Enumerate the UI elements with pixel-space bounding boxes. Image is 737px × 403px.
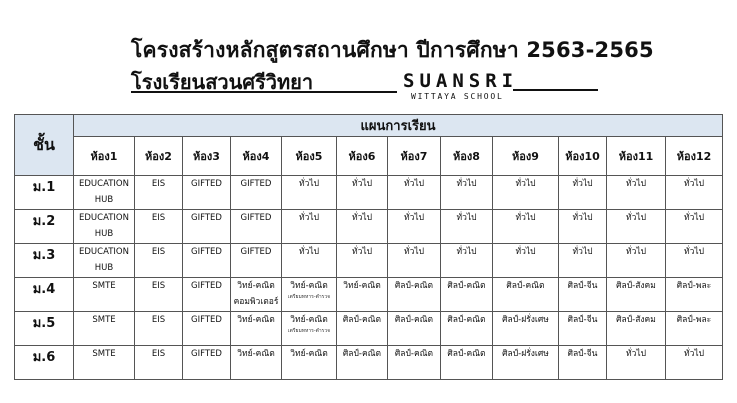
plan-cell-text: วิทย์-คณิต <box>290 281 328 291</box>
plan-cell <box>388 278 441 312</box>
plan-cell <box>183 278 231 312</box>
plan-cell-subtext: เตรียมทหาร-ตำรวจ <box>287 294 331 300</box>
plan-cell-text: GIFTED <box>240 179 272 189</box>
level-header: ชั้น <box>15 115 74 176</box>
plan-cell <box>231 312 282 346</box>
plan-cell <box>231 244 282 278</box>
plan-cell-text: ทั่วไป <box>351 179 373 189</box>
plan-cell-text: ศิลป์-คณิต <box>447 349 486 359</box>
plan-cell-text: ทั่วไป <box>456 179 477 189</box>
plan-cell-text: ทั่วไป <box>683 247 705 257</box>
page-title: โครงสร้างหลักสูตรสถานศึกษา ปีการศึกษา 2563-2565 <box>131 38 654 62</box>
plan-cell-text: วิทย์-คณิต <box>290 349 328 359</box>
plan-cell-text: EDUCATION HUB <box>79 213 129 239</box>
plan-cell-text: ทั่วไป <box>625 247 647 257</box>
plan-cell-text: ทั่วไป <box>456 247 477 257</box>
room-header: ห้อง12 <box>666 137 723 176</box>
grade-row <box>15 278 723 312</box>
room-header: ห้อง9 <box>493 137 559 176</box>
plan-cell-text: วิทย์-คณิต <box>237 315 275 325</box>
plan-cell-text: ศิลป์-จีน <box>567 315 598 325</box>
plan-cell <box>666 244 723 278</box>
plan-cell <box>135 278 183 312</box>
plan-cell-text: ทั่วไป <box>298 179 320 189</box>
plan-cell-text: ทั่วไป <box>515 213 536 223</box>
grade-row <box>15 346 723 380</box>
plan-cell <box>135 244 183 278</box>
plan-cell-text: ศิลป์-พละ <box>676 281 712 291</box>
plan-cell-text: SMTE <box>92 315 116 325</box>
plan-cell <box>74 312 135 346</box>
plan-cell <box>607 346 666 380</box>
plan-cell <box>183 176 231 210</box>
plan-cell-text: ศิลป์-พละ <box>676 315 712 325</box>
school-name: โรงเรียนสวนศรีวิทยา <box>131 70 314 94</box>
plan-cell-text: ทั่วไป <box>456 213 477 223</box>
room-header: ห้อง6 <box>337 137 388 176</box>
room-header: ห้อง11 <box>607 137 666 176</box>
plan-cell-text: GIFTED <box>191 281 222 291</box>
plan-cell <box>559 210 607 244</box>
grade-row <box>15 210 723 244</box>
plan-cell-text: EIS <box>151 349 166 359</box>
plan-cell-text: ศิลป์-จีน <box>567 349 598 359</box>
plan-cell-text: SMTE <box>92 349 116 359</box>
room-header-row <box>15 137 723 176</box>
plan-cell <box>607 312 666 346</box>
plan-cell-text: ศิลป์-คณิต <box>447 315 486 325</box>
plan-cell <box>493 278 559 312</box>
school-brand-logo: SUANSRI <box>403 70 519 92</box>
plan-cell <box>337 346 388 380</box>
plan-cell-text: วิทย์-คณิต <box>290 315 328 325</box>
plan-cell <box>74 244 135 278</box>
grade-row <box>15 244 723 278</box>
plan-cell-text: ศิลป์-คณิต <box>342 315 382 325</box>
plan-cell <box>231 278 282 312</box>
plan-cell <box>337 176 388 210</box>
plan-cell-text: ศิลป์-คณิต <box>394 349 434 359</box>
plan-cell-text: ศิลป์-คณิต <box>447 281 486 291</box>
plan-cell <box>493 312 559 346</box>
grade-label: ม.1 <box>15 176 74 210</box>
plan-cell <box>493 244 559 278</box>
plan-cell-text: EIS <box>151 213 166 223</box>
plan-cell <box>388 210 441 244</box>
plan-cell-text: EIS <box>151 281 166 291</box>
plan-cell-text: ทั่วไป <box>625 349 647 359</box>
plan-cell <box>388 346 441 380</box>
plan-cell-text: ทั่วไป <box>683 179 705 189</box>
plan-cell <box>666 210 723 244</box>
plan-cell <box>666 278 723 312</box>
plan-cell <box>135 176 183 210</box>
plan-cell-subtext: เตรียมทหาร-ตำรวจ <box>287 328 331 334</box>
plan-cell <box>607 244 666 278</box>
plan-cell <box>74 346 135 380</box>
plan-cell-text: วิทย์-คณิต คอมพิวเตอร์ <box>233 281 279 307</box>
plan-cell-text: ทั่วไป <box>403 247 425 257</box>
study-plan-body <box>15 176 723 380</box>
plan-cell-text: ทั่วไป <box>625 213 647 223</box>
plan-cell-text: EIS <box>151 247 166 257</box>
plan-cell <box>559 346 607 380</box>
plan-cell <box>282 278 337 312</box>
plan-cell-text: GIFTED <box>240 213 272 223</box>
plan-cell-text: ทั่วไป <box>515 247 536 257</box>
plan-cell-text: วิทย์-คณิต <box>237 349 275 359</box>
grade-label: ม.3 <box>15 244 74 278</box>
plan-cell-text: SMTE <box>92 281 116 291</box>
plan-cell-text: ศิลป์-สังคม <box>616 315 656 325</box>
plan-cell <box>388 176 441 210</box>
plan-cell-text: ศิลป์-คณิต <box>506 281 545 291</box>
plan-cell-text: ทั่วไป <box>351 213 373 223</box>
plan-cell <box>666 312 723 346</box>
plan-cell <box>183 244 231 278</box>
plan-cell-text: EIS <box>151 179 166 189</box>
plan-cell-text: ทั่วไป <box>298 213 320 223</box>
study-plan-table <box>14 114 723 380</box>
room-header: ห้อง7 <box>388 137 441 176</box>
plan-cell <box>559 278 607 312</box>
plan-cell-text: ทั่วไป <box>351 247 373 257</box>
room-header: ห้อง3 <box>183 137 231 176</box>
plan-cell <box>135 312 183 346</box>
plan-cell <box>441 312 493 346</box>
plan-cell-text: ทั่วไป <box>403 179 425 189</box>
plan-cell <box>282 176 337 210</box>
plan-cell <box>493 210 559 244</box>
plan-cell-text: ศิลป์-ฝรั่งเศษ <box>502 349 549 359</box>
plan-cell <box>559 312 607 346</box>
plan-cell-text: ทั่วไป <box>683 213 705 223</box>
plan-cell <box>183 210 231 244</box>
plan-cell-text: ศิลป์-ฝรั่งเศษ <box>502 315 549 325</box>
plan-cell <box>493 346 559 380</box>
plan-cell <box>607 210 666 244</box>
plan-cell <box>282 346 337 380</box>
plan-cell-text: ทั่วไป <box>403 213 425 223</box>
plan-cell <box>74 210 135 244</box>
grade-row <box>15 176 723 210</box>
plan-cell <box>388 312 441 346</box>
plan-cell <box>337 244 388 278</box>
grade-label: ม.6 <box>15 346 74 380</box>
plan-cell <box>559 244 607 278</box>
plan-cell <box>74 176 135 210</box>
plan-cell <box>337 210 388 244</box>
grade-label: ม.5 <box>15 312 74 346</box>
room-header: ห้อง4 <box>231 137 282 176</box>
plan-cell-text: ทั่วไป <box>572 213 593 223</box>
school-brand-subtitle: WITTAYA SCHOOL <box>411 92 504 101</box>
plan-cell <box>183 312 231 346</box>
plan-cell <box>282 244 337 278</box>
plan-cell-text: ทั่วไป <box>572 179 593 189</box>
plan-cell-text: EDUCATION HUB <box>79 179 129 205</box>
plan-cell <box>666 346 723 380</box>
plan-cell <box>607 176 666 210</box>
plan-cell <box>183 346 231 380</box>
grade-label: ม.2 <box>15 210 74 244</box>
plan-cell <box>74 278 135 312</box>
plan-cell-text: GIFTED <box>240 247 272 257</box>
plan-cell <box>135 210 183 244</box>
plan-cell-text: ทั่วไป <box>298 247 320 257</box>
grade-row <box>15 312 723 346</box>
plan-cell <box>282 210 337 244</box>
plan-cell <box>337 312 388 346</box>
plan-cell-text: EDUCATION HUB <box>79 247 129 273</box>
plan-cell-text: GIFTED <box>191 315 222 325</box>
plan-cell <box>231 210 282 244</box>
plan-cell-text: GIFTED <box>191 349 222 359</box>
plan-cell-text: GIFTED <box>191 213 222 223</box>
plan-cell-text: GIFTED <box>191 179 222 189</box>
plan-cell <box>441 210 493 244</box>
plan-cell-text: ศิลป์-คณิต <box>394 281 434 291</box>
plan-cell-text: ศิลป์-คณิต <box>394 315 434 325</box>
plan-cell <box>231 346 282 380</box>
plan-cell <box>666 176 723 210</box>
room-header: ห้อง2 <box>135 137 183 176</box>
plan-cell <box>441 346 493 380</box>
plan-cell-text: GIFTED <box>191 247 222 257</box>
plan-cell <box>231 176 282 210</box>
plan-cell-text: วิทย์-คณิต <box>343 281 381 291</box>
plan-header: แผนการเรียน <box>74 115 723 137</box>
plan-cell <box>441 244 493 278</box>
plan-cell <box>559 176 607 210</box>
plan-cell <box>441 278 493 312</box>
plan-cell <box>493 176 559 210</box>
school-name-underline <box>131 91 397 93</box>
room-header: ห้อง1 <box>74 137 135 176</box>
room-header: ห้อง8 <box>441 137 493 176</box>
plan-cell-text: EIS <box>151 315 166 325</box>
plan-cell <box>337 278 388 312</box>
plan-cell-text: ศิลป์-คณิต <box>342 349 382 359</box>
plan-cell-text: ทั่วไป <box>515 179 536 189</box>
plan-cell <box>441 176 493 210</box>
plan-cell <box>282 312 337 346</box>
room-header: ห้อง5 <box>282 137 337 176</box>
plan-cell-text: ศิลป์-สังคม <box>616 281 656 291</box>
plan-cell <box>135 346 183 380</box>
plan-cell <box>388 244 441 278</box>
room-header: ห้อง10 <box>559 137 607 176</box>
brand-underline <box>513 89 598 91</box>
plan-cell-text: ทั่วไป <box>625 179 647 189</box>
plan-cell-text: ทั่วไป <box>683 349 705 359</box>
plan-cell <box>607 278 666 312</box>
grade-label: ม.4 <box>15 278 74 312</box>
plan-cell-text: ทั่วไป <box>572 247 593 257</box>
plan-cell-text: ศิลป์-จีน <box>567 281 598 291</box>
